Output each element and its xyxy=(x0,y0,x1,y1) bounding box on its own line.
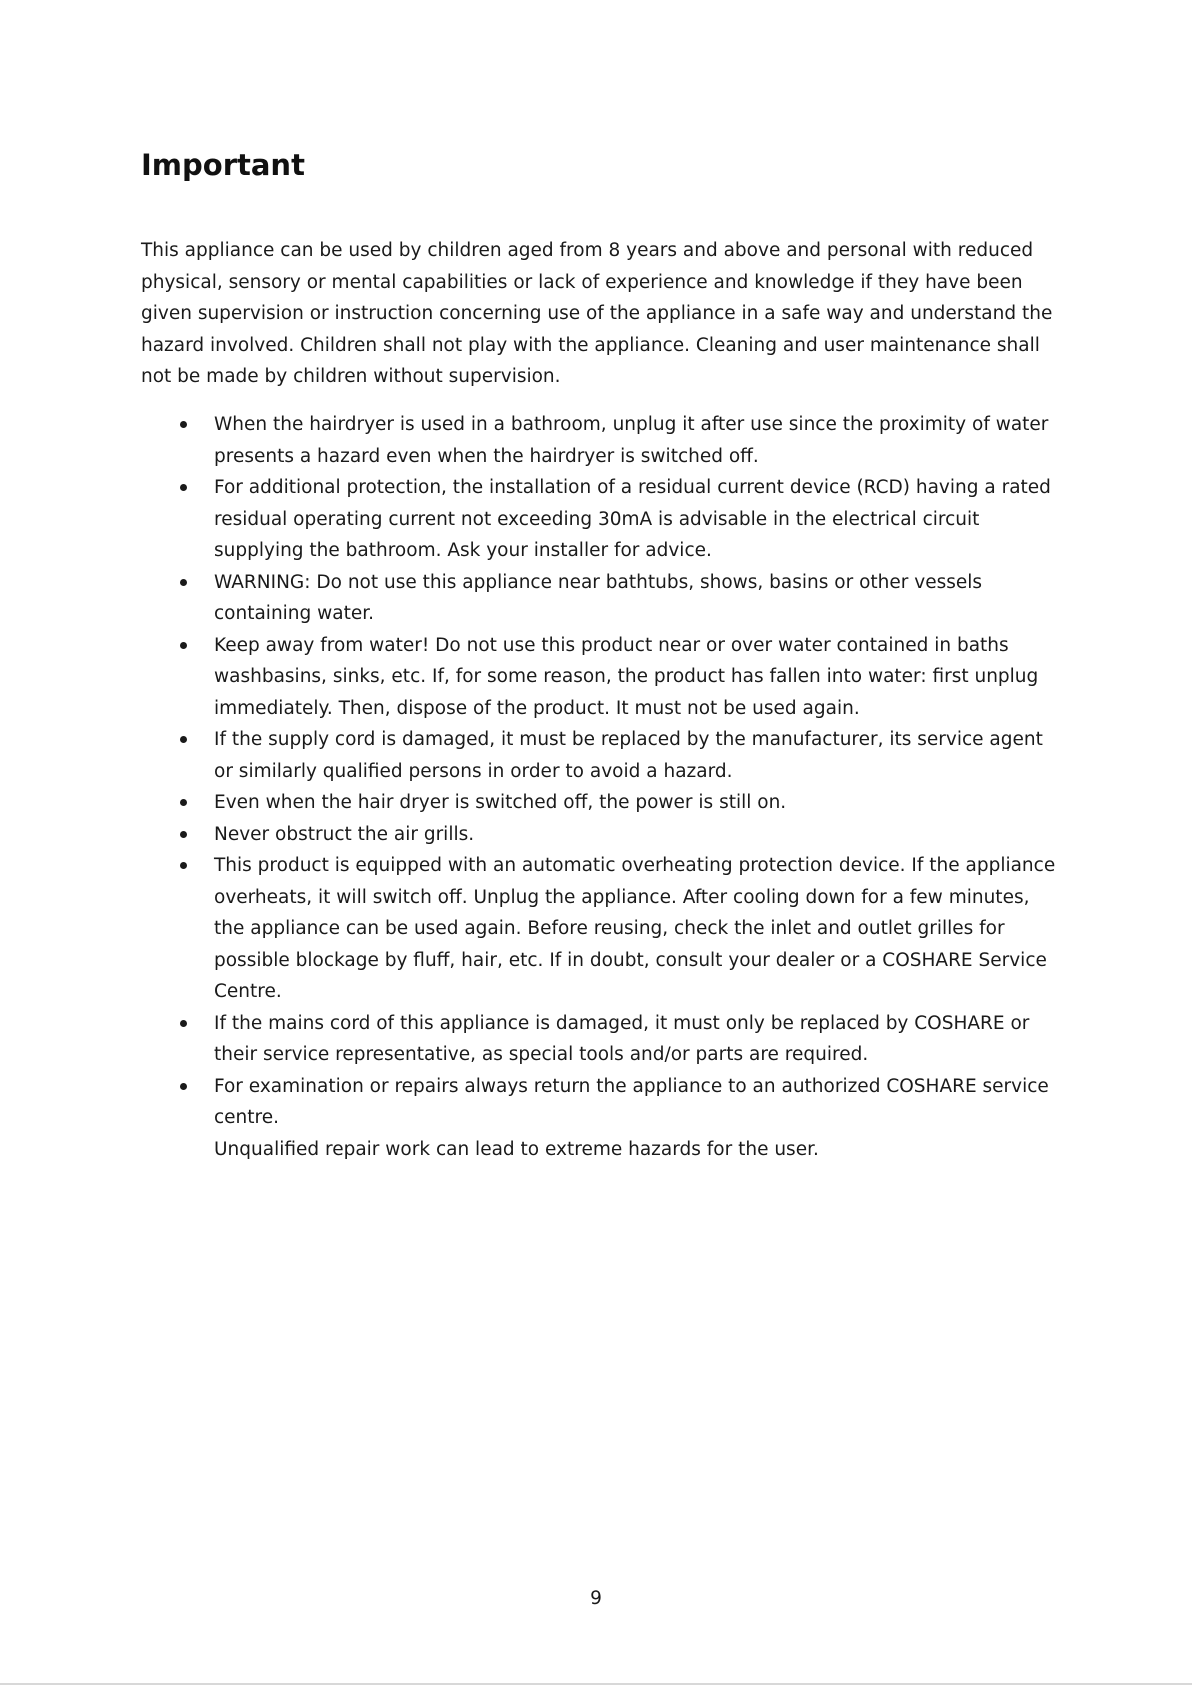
bullet-text: WARNING: Do not use this appliance near bathtubs, shows, basins or other vessels containing water. xyxy=(214,571,983,624)
list-item xyxy=(141,787,1061,819)
list-item xyxy=(141,819,1061,851)
list-item xyxy=(141,630,1061,725)
list-item xyxy=(141,409,1061,472)
intro-paragraph: This appliance can be used by children aged from 8 years and above and personal with reduced physical, sensory or mental capabilities or lack of experience and knowledge if they have been given supervision or instruction concerning use of the appliance in a safe way and understand the hazard involved. Children shall not play with the appliance. Cleaning and user maintenance shall not be made by children without supervision. xyxy=(141,240,1053,387)
bullet-icon xyxy=(180,799,187,806)
bullet-icon xyxy=(180,862,187,869)
page-number: 9 xyxy=(590,1588,602,1609)
bullet-text: For examination or repairs always return the appliance to an authorized COSHARE service centre. xyxy=(214,1075,1049,1128)
bullet-text: If the mains cord of this appliance is damaged, it must only be replaced by COSHARE or their service representative, as special tools and/or parts are required. xyxy=(214,1012,1030,1065)
bullet-text: Never obstruct the air grills. xyxy=(214,823,475,845)
bullet-icon xyxy=(180,1083,187,1090)
safety-bullet-list xyxy=(141,409,1061,1165)
bullet-icon xyxy=(180,831,187,838)
bullet-icon xyxy=(180,421,187,428)
list-item xyxy=(141,472,1061,567)
bullet-text: Keep away from water! Do not use this product near or over water contained in baths washbasins, sinks, etc. If, for some reason, the product has fallen into water: first unplug immediately. Then, dispose of the product. It must not be used again. xyxy=(214,634,1039,719)
bullet-icon xyxy=(180,642,187,649)
list-item xyxy=(141,1008,1061,1071)
bullet-text: Even when the hair dryer is switched off, the power is still on. xyxy=(214,792,787,813)
bullet-icon xyxy=(180,484,187,491)
bullet-icon xyxy=(180,736,187,743)
bullet-icon xyxy=(180,579,187,586)
bullet-text: If the supply cord is damaged, it must be replaced by the manufacturer, its service agent or similarly qualified persons in order to avoid a hazard. xyxy=(214,729,1043,782)
page-heading: Important xyxy=(141,148,305,182)
bullet-text: This product is equipped with an automatic overheating protection device. If the appliance overheats, it will switch off. Unplug the appliance. After cooling down for a few minutes, the appliance can be used again. Before reusing, check the inlet and outlet grilles for possible blockage by fluff, hair, etc. If in doubt, consult your dealer or a COSHARE Service Centre. xyxy=(214,855,1056,1002)
list-item xyxy=(141,724,1061,787)
list-item xyxy=(141,850,1061,1008)
list-item xyxy=(141,1071,1061,1166)
bullet-text: When the hairdryer is used in a bathroom, unplug it after use since the proximity of water presents a hazard even when the hairdryer is switched off. xyxy=(214,414,1049,467)
bullet-icon xyxy=(180,1020,187,1027)
closing-line: Unqualified repair work can lead to extreme hazards for the user. xyxy=(214,1138,819,1160)
bullet-text: For additional protection, the installation of a residual current device (RCD) having a rated residual operating current not exceeding 30mA is advisable in the electrical circuit supplying the bathroom. Ask your installer for advice. xyxy=(214,477,1051,561)
list-item xyxy=(141,567,1061,630)
